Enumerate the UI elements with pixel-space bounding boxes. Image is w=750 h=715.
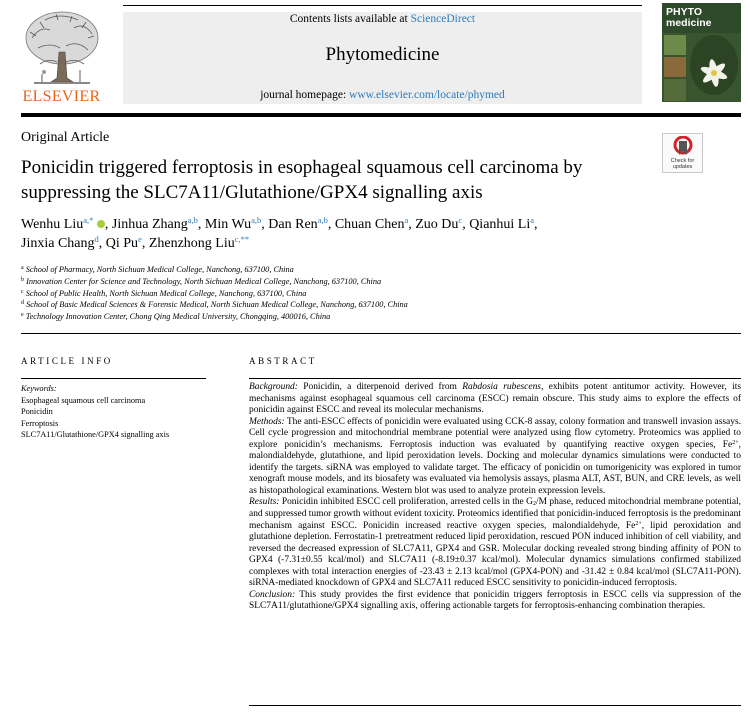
author-affil-mark[interactable]: c (458, 215, 463, 225)
cover-artwork (662, 33, 741, 102)
article-title: Ponicidin triggered ferroptosis in esophageal squamous cell carcinoma by suppressing the SLC7A11/Glutathione/GPX4 signalling axis (21, 157, 583, 203)
author-name[interactable]: Dan Ren (268, 217, 318, 232)
orcid-icon[interactable] (97, 220, 105, 228)
author-affil-mark[interactable]: a (530, 215, 535, 225)
keyword-item[interactable]: Ponicidin (21, 407, 53, 416)
results-label: Results: (249, 497, 280, 508)
author-name[interactable]: Jinhua Zhang (111, 217, 188, 232)
header-divider (21, 113, 741, 117)
cover-title-line-2: medicine (666, 17, 712, 29)
contents-line (123, 13, 642, 25)
keyword-item[interactable]: SLC7A11/Glutathione/GPX4 signalling axis (21, 430, 170, 439)
author-name[interactable]: Qi Pu (105, 236, 139, 251)
keywords-block (21, 383, 169, 441)
journal-banner (123, 12, 642, 104)
author-name[interactable]: Zhenzhong Liu (148, 236, 235, 251)
elsevier-logo[interactable] (20, 8, 103, 105)
journal-cover[interactable] (662, 3, 741, 102)
results-text: /M phase, reduced mitochondrial membrane potential, and suppressed tumor growth without evident toxicity. Proteomics identified that ponicidin-induced ferroptosis is the predominant mechanism against ESCC. Ponicidin increased reactive oxygen species, malondialdehyde, Fe (249, 497, 741, 531)
abstract-rule (249, 378, 741, 379)
author-affil-mark[interactable]: a (404, 215, 409, 225)
check-for-updates-label: Check for updates (670, 158, 695, 170)
check-for-updates-button[interactable] (662, 133, 703, 173)
article-info-heading: ARTICLE INFO (21, 356, 113, 366)
author-affil-mark[interactable]: a,b (251, 215, 262, 225)
superscript: 2+ (635, 520, 642, 527)
elsevier-tree-icon (20, 8, 103, 88)
background-text: Ponicidin, a diterpenoid derived from (297, 382, 463, 392)
affiliation-text: School of Basic Medical Sciences & Forensic Medical, North Sichuan Medical College, Nanchong, 637100, China (26, 300, 408, 310)
article-info-rule (21, 378, 206, 379)
affiliation-item (21, 311, 408, 323)
affiliation-mark: b (21, 276, 24, 283)
journal-homepage-link[interactable]: www.elsevier.com/locate/phymed (349, 89, 505, 101)
keyword-item[interactable]: Ferroptosis (21, 418, 59, 428)
conclusion-text: This study provides the first evidence that ponicidin triggers ferroptosis in ESCC cells via suppression of the SLC7A11/glutathione/GPX4 signalling axis, offering actionable targets for ferroptosis-enhancing combination therapies. (249, 589, 741, 612)
author-name[interactable]: Chuan Chen (334, 217, 405, 232)
affiliation-item (21, 288, 408, 300)
abstract-bottom-rule (249, 705, 741, 706)
keywords-label: Keywords: (21, 384, 57, 393)
abstract-heading: ABSTRACT (249, 356, 317, 366)
author-affil-mark[interactable]: a,* (83, 215, 94, 225)
affiliation-mark: a (21, 265, 24, 271)
cover-title (666, 7, 712, 29)
results-text: Ponicidin inhibited ESCC cell proliferation, arrested cells in the G (279, 497, 533, 508)
affiliation-list (21, 264, 408, 323)
methods-text: The anti-ESCC effects of ponicidin were evaluated using CCK-8 assay, colony formation and transwell invasion assays. Cell cycle progression and mitochondrial membrane potential were analyzed using flow cytometry. Proteomics was applied to explore ponicidin’s mechanisms. Ferroptosis induction was evaluated by quantifying reactive oxygen species, Fe (249, 416, 741, 450)
elsevier-wordmark: ELSEVIER (22, 88, 101, 105)
author-name[interactable]: Min Wu (204, 217, 252, 232)
background-label: Background: (249, 382, 298, 392)
affiliation-item (21, 276, 408, 288)
affiliation-mark: c (21, 288, 24, 295)
abstract-background (249, 382, 741, 417)
author-affil-mark[interactable]: a,b (317, 215, 328, 225)
keyword-item[interactable]: Esophageal squamous cell carcinoma (21, 395, 146, 405)
sciencedirect-link[interactable]: ScienceDirect (410, 13, 476, 25)
methods-label: Methods: (249, 416, 285, 427)
affiliation-text: Innovation Center for Science and Technology, North Sichuan Medical College, Nanchong, 637100, China (26, 276, 382, 286)
check-for-updates-icon (673, 136, 693, 158)
abstract-body (249, 382, 741, 613)
affiliation-mark: d (21, 300, 24, 307)
author-name[interactable]: Jinxia Chang (21, 236, 95, 251)
journal-name: Phytomedicine (325, 44, 440, 65)
cover-title-line-1: PHYTO (666, 6, 702, 18)
species-name: Rabdosia rubescens (462, 382, 541, 392)
affiliation-mark: e (21, 312, 24, 319)
author-name[interactable]: Zuo Du (415, 217, 459, 232)
author-list: Wenhu Liu$^{a,*}$ , Jinhua Zhang$^{a,b}$, Min Wu$^{a,b}$, Dan Ren$^{a,b}$, Chuan Chen$^a$, Zuo Du$^c$, Qianhui Li$^a$, Jinxia Chang$^d$, Qi Pu$^e$, Zhenzhong Liu$^{c,**}$ (21, 215, 538, 251)
author-name[interactable]: Wenhu Liu (21, 217, 84, 232)
contents-prefix: Contents lists available at (289, 13, 411, 25)
abstract-results (249, 497, 741, 589)
author-affil-mark[interactable]: a,b (187, 215, 198, 225)
results-text: , lipid peroxidation and glutathione depletion. Ferrostatin-1 pretreatment reduced lipid peroxidation, rescued PON induced inhibition of cell viability, and reversed the decreased expression of SLC7A11, GPX4 and GSR. Molecular docking revealed strong binding affinity of PON to GPX4 (-7.31±0.55 kcal/mol) and SLC7A11 (-8.19±0.37 kcal/mol). Molecular dynamics simulations confirmed stabilized complexes with total interaction energies of -23.43 ± 2.13 kcal/mol (GPX4-PON) and -31.42 ± 0.84 kcal/mol (SLC7A11-PON). siRNA-mediated knockdown of GPX4 and SLC7A11 reduced ESCC sensitivity to ponicidin-induced ferroptosis. (249, 520, 741, 589)
abstract-conclusion (249, 590, 741, 613)
homepage-prefix: journal homepage: (260, 89, 350, 101)
author-affil-mark[interactable]: d (94, 234, 99, 244)
superscript: 2+ (732, 439, 739, 446)
article-type: Original Article (21, 130, 110, 145)
author-affil-mark[interactable]: e (138, 234, 142, 244)
banner-top-rule (123, 5, 642, 6)
homepage-line (123, 89, 642, 101)
section-divider (21, 333, 741, 334)
affiliation-item (21, 264, 408, 276)
background-text: , exhibits potent antitumor activity. However, its mechanisms against esophageal squamous cell carcinoma (ESCC) remain obscure. This study aims to explore the effects of ponicidin against ESCC and reveal its molecular mechanisms. (249, 382, 741, 416)
affiliation-text: Technology Innovation Center, Chong Qing Medical University, Chongqing, 400016, China (25, 312, 331, 322)
affiliation-text: School of Pharmacy, North Sichuan Medical College, Nanchong, 637100, China (25, 265, 294, 274)
abstract-methods (249, 417, 741, 498)
author-name[interactable]: Qianhui Li (469, 217, 531, 232)
author-affil-mark[interactable]: c,** (234, 234, 250, 244)
affiliation-item (21, 299, 408, 311)
methods-text: , malondialdehyde, glutathione, and lipid peroxidation levels. Docking and molecular dynamics simulations were conducted to identify the targets. siRNA was employed to validate target. The efficacy of ponicidin on tumorigenicity was explored in tumor xenograft mouse models, and its biosafety was evaluated via hemolysis assays, plasma ALT, AST, BUN, and CRE levels, as well as histopathological examinations. Western blot was used to analyze protein expression levels. (249, 439, 741, 496)
affiliation-text: School of Public Health, North Sichuan Medical College, Nanchong, 637100, China (25, 288, 307, 298)
subscript: 2 (532, 501, 536, 508)
conclusion-label: Conclusion: (249, 589, 296, 600)
